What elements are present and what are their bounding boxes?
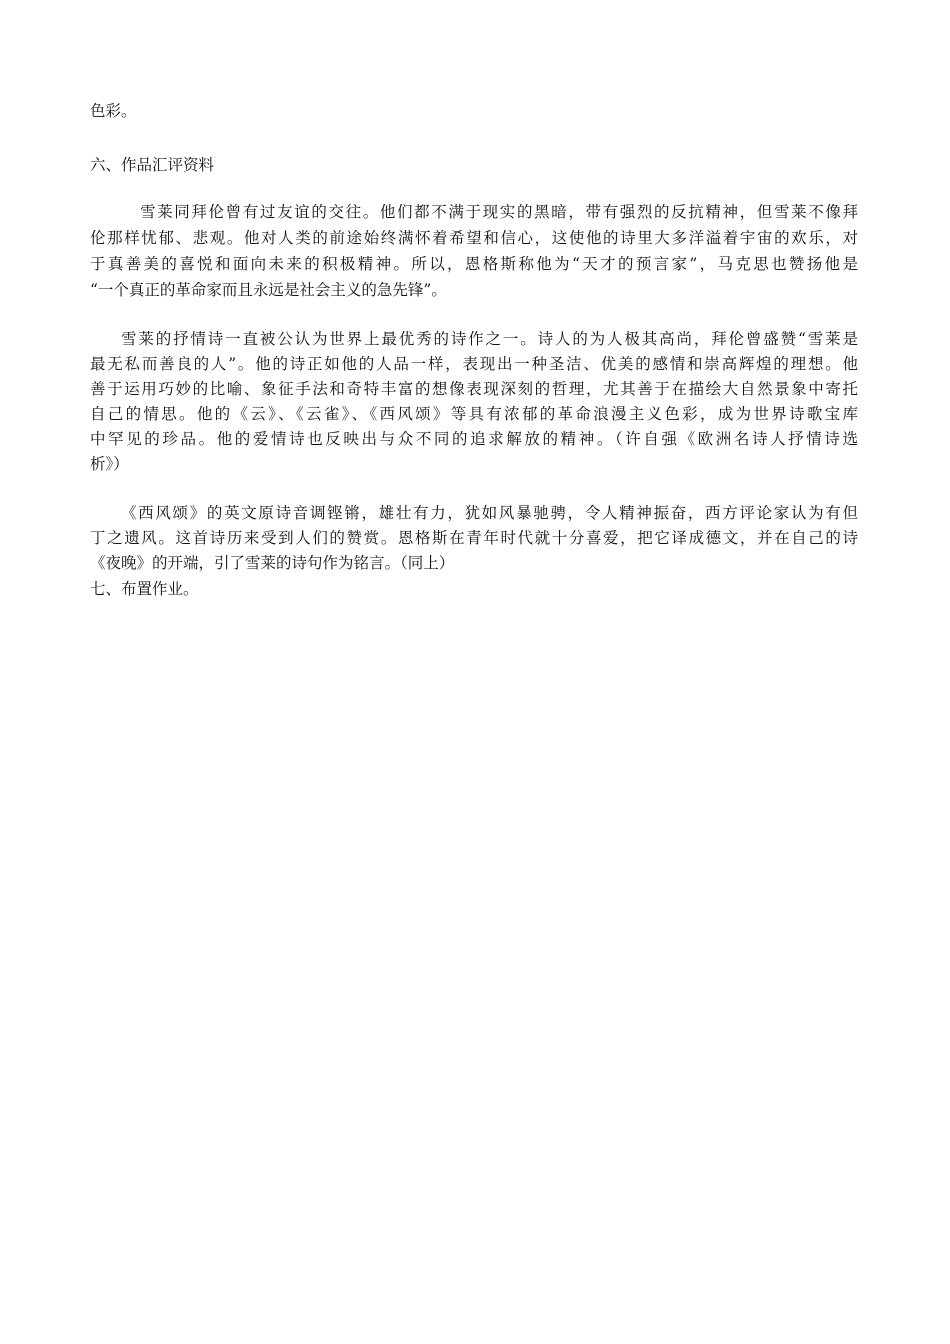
paragraph-3-line-3: 《夜晚》的开端，引了雪莱的诗句作为铭言。（同上） (90, 554, 455, 572)
paragraph-2-line-3: 善于运用巧妙的比喻、象征手法和奇特丰富的想像表现深刻的哲理，尤其善于在描绘大自然景象中寄托 (90, 380, 858, 398)
paragraph-2-line-2: 最无私而善良的人”。他的诗正如他的人品一样，表现出一种圣洁、优美的感情和崇高辉煌的理想。他 (90, 355, 858, 373)
paragraph-2-line-6: 析》） (90, 455, 129, 473)
paragraph-1-line-2: 伦那样忧郁、悲观。他对人类的前途始终满怀着希望和信心，这使他的诗里大多洋溢着宇宙的欢乐，对 (90, 229, 858, 247)
paragraph-3-line-1: 《西风颂》的英文原诗音调铿锵，雄壮有力，犹如风暴驰骋，令人精神振奋，西方评论家认为有但 (121, 504, 858, 522)
paragraph-1-line-4: “一个真正的革命家而且永远是社会主义的急先锋”。 (90, 281, 447, 299)
paragraph-1-line-1: 雪莱同拜伦曾有过友谊的交往。他们都不满于现实的黑暗，带有强烈的反抗精神，但雪莱不像拜 (140, 203, 858, 221)
continuation-line: 色彩。 (90, 102, 137, 120)
paragraph-1-line-3: 于真善美的喜悦和面向未来的积极精神。所以，恩格斯称他为“天才的预言家”，马克思也赞扬他是 (90, 255, 858, 273)
paragraph-3-line-2: 丁之遗风。这首诗历来受到人们的赞赏。恩格斯在青年时代就十分喜爱，把它译成德文，并在自己的诗 (90, 529, 858, 547)
paragraph-2-line-1: 雪莱的抒情诗一直被公认为世界上最优秀的诗作之一。诗人的为人极其高尚，拜伦曾盛赞“雪莱是 (121, 330, 858, 348)
paragraph-2-line-5: 中罕见的珍品。他的爱情诗也反映出与众不同的追求解放的精神。（许自强《欧洲名诗人抒情诗选 (90, 430, 858, 448)
paragraph-2-line-4: 自己的情思。他的《云》、《云雀》、《西风颂》等具有浓郁的革命浪漫主义色彩，成为世界诗歌宝库 (90, 405, 858, 423)
section-heading-7: 七、布置作业。 (90, 580, 199, 598)
section-heading-6: 六、作品汇评资料 (90, 156, 215, 174)
